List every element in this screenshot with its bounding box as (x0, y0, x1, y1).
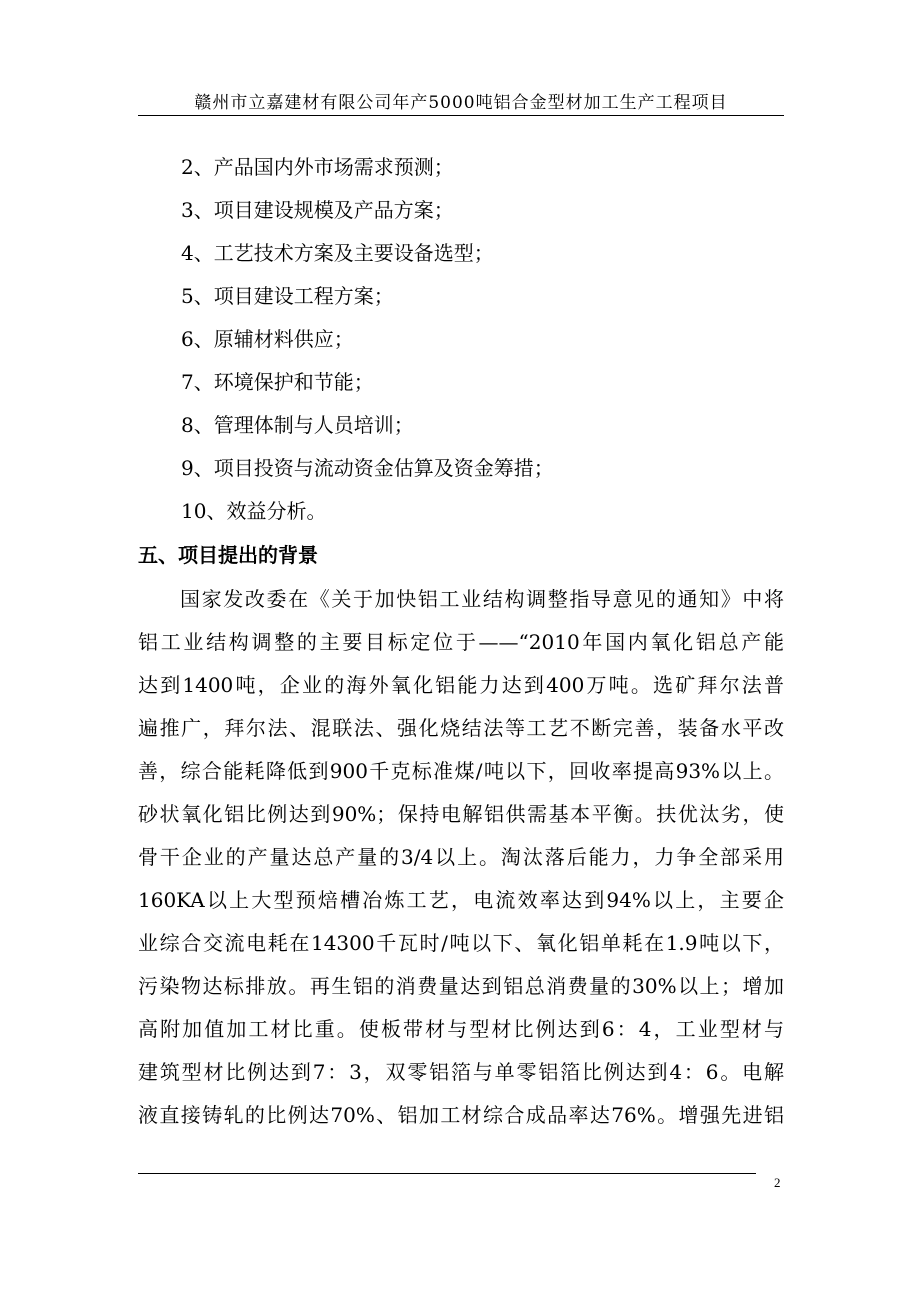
list-item: 4、工艺技术方案及主要设备选型； (181, 241, 494, 265)
list-item: 6、原辅材料供应； (181, 327, 354, 351)
header-divider (138, 115, 784, 116)
paragraph-line: 达到1400吨，企业的海外氧化铝能力达到400万吨。选矿拜尔法普 (138, 673, 784, 697)
list-item: 2、产品国内外市场需求预测； (181, 155, 454, 179)
list-item: 10、效益分析。 (181, 499, 327, 523)
paragraph-line: 善，综合能耗降低到900千克标准煤/吨以下，回收率提高93%以上。 (138, 759, 784, 783)
paragraph-line: 建筑型材比例达到7：3，双零铝箔与单零铝箔比例达到4：6。电解 (138, 1060, 784, 1084)
footer-divider (138, 1173, 756, 1174)
paragraph-line: 骨干企业的产量达总产量的3/4以上。淘汰落后能力，力争全部采用 (138, 845, 784, 869)
list-item: 5、项目建设工程方案； (181, 284, 394, 308)
running-header: 赣州市立嘉建材有限公司年产5000吨铝合金型材加工生产工程项目 (194, 93, 728, 113)
paragraph-line: 业综合交流电耗在14300千瓦时/吨以下、氧化铝单耗在1.9吨以下， (138, 931, 784, 955)
list-item: 8、管理体制与人员培训； (181, 413, 414, 437)
list-item: 9、项目投资与流动资金估算及资金筹措； (181, 456, 554, 480)
paragraph-line: 160KA以上大型预焙槽冶炼工艺，电流效率达到94%以上，主要企 (138, 888, 784, 912)
section-heading: 五、项目提出的背景 (138, 543, 318, 567)
paragraph-line: 砂状氧化铝比例达到90%；保持电解铝供需基本平衡。扶优汰劣，使 (138, 802, 784, 826)
paragraph-line: 高附加值加工材比重。使板带材与型材比例达到6：4，工业型材与 (138, 1017, 784, 1041)
outline-list (181, 148, 554, 535)
body-paragraph (138, 578, 784, 1137)
page-number: 2 (774, 1175, 781, 1190)
paragraph-line: 污染物达标排放。再生铝的消费量达到铝总消费量的30%以上；增加 (138, 974, 784, 998)
paragraph-line: 遍推广，拜尔法、混联法、强化烧结法等工艺不断完善，装备水平改 (138, 716, 784, 740)
paragraph-line: 液直接铸轧的比例达70%、铝加工材综合成品率达76%。增强先进铝 (138, 1103, 784, 1127)
paragraph-line: 铝工业结构调整的主要目标定位于——“2010年国内氧化铝总产能 (138, 630, 784, 654)
paragraph-line: 国家发改委在《关于加快铝工业结构调整指导意见的通知》中将 (180, 587, 784, 611)
list-item: 7、环境保护和节能； (181, 370, 374, 394)
list-item: 3、项目建设规模及产品方案； (181, 198, 454, 222)
